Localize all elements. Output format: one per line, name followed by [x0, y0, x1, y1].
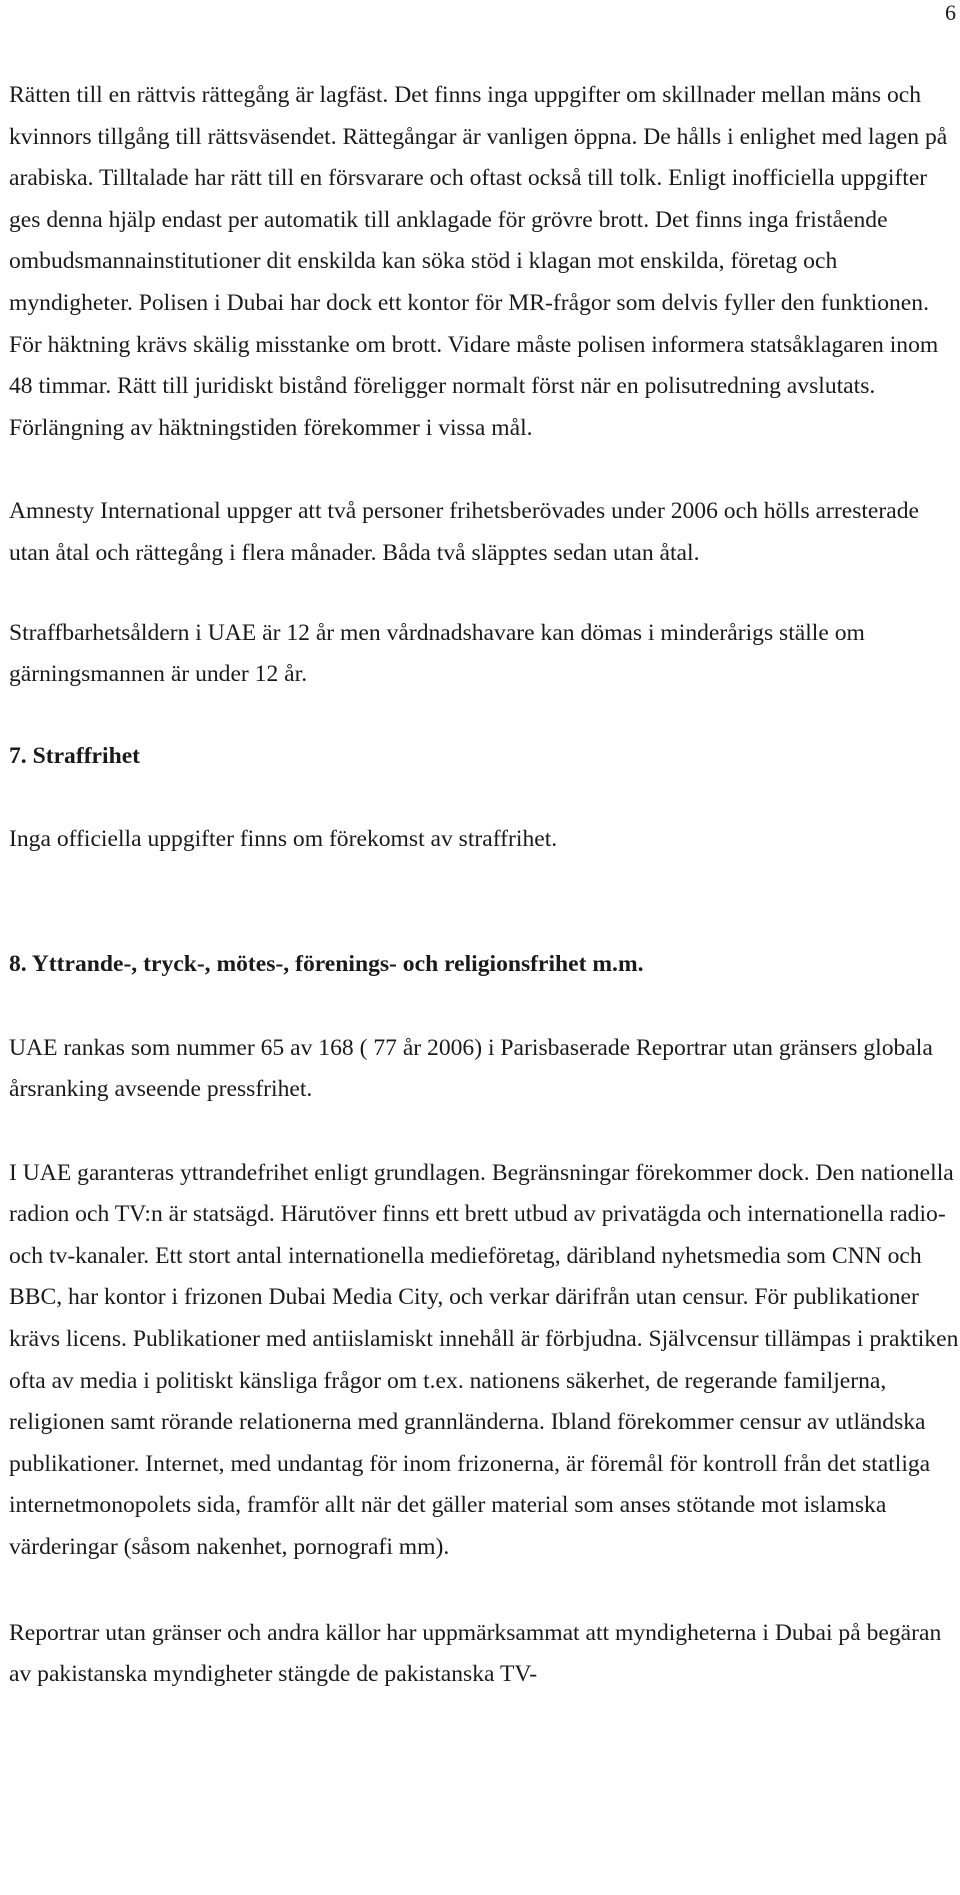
- paragraph-fair-trial: Rätten till en rättvis rättegång är lagfäst. Det finns inga uppgifter om skillnader mellan mäns och kvinnors tillgång till rättsväsendet. Rättegångar är vanligen öppna. De hålls i enlighet med lagen på arabiska. Tilltalade har rätt till en försvarare och oftast också till tolk. Enligt inofficiella uppgifter ges denna hjälp endast per automatik till anklagade för grövre brott. Det finns inga fristående ombudsmannainstitutioner dit enskilda kan söka stöd i klagan mot enskilda, företag och myndigheter. Polisen i Dubai har dock ett kontor för MR-frågor som delvis fyller den funktionen. För häktning krävs skälig misstanke om brott. Vidare måste polisen informera statsåklagaren inom 48 timmar. Rätt till juridiskt bistånd föreligger normalt först när en polisutredning avslutats. Förlängning av häktningstiden förekommer i vissa mål.: [9, 82, 948, 441]
- paragraph-amnesty: Amnesty International uppger att två personer frihetsberövades under 2006 och hölls arresterade utan åtal och rättegång i flera månader. Båda två släpptes sedan utan åtal.: [9, 498, 920, 566]
- paragraph-press-ranking: UAE rankas som nummer 65 av 168 ( 77 år 2006) i Parisbaserade Reportrar utan gränsers globala årsranking avseende pressfrihet.: [9, 1034, 933, 1103]
- paragraph-reporters-without-borders: Reportrar utan gränser och andra källor har uppmärksammat att myndigheterna i Dubai på begäran av pakistanska myndigheter stängde de pakistanska TV-: [9, 1619, 942, 1688]
- section-heading-freedoms: 8. Yttrande-, tryck-, mötes-, förenings- och religionsfrihet m.m.: [9, 950, 644, 977]
- page-number: 6: [945, 0, 956, 25]
- paragraph-criminal-age: Straffbarhetsåldern i UAE är 12 år men vårdnadshavare kan dömas i minderårigs ställe om gärningsmannen är under 12 år.: [9, 619, 865, 688]
- section-heading-impunity: 7. Straffrihet: [9, 742, 141, 769]
- paragraph-impunity: Inga officiella uppgifter finns om förekomst av straffrihet.: [9, 826, 558, 853]
- document-body: [9, 75, 959, 1696]
- paragraph-freedom-of-expression: I UAE garanteras yttrandefrihet enligt grundlagen. Begränsningar förekommer dock. Den nationella radion och TV:n är statsägd. Härutöver finns ett brett utbud av privatägda och internationella radio- och tv-kanaler. Ett stort antal internationella medieföretag, däribland nyhetsmedia som CNN och BBC, har kontor i frizonen Dubai Media City, och verkar därifrån utan censur. För publikationer krävs licens. Publikationer med antiislamiskt innehåll är förbjudna. Självcensur tillämpas i praktiken ofta av media i politiskt känsliga frågor om t.ex. nationens säkerhet, de regerande familjerna, religionen samt rörande relationerna med grannländerna. Ibland förekommer censur av utländska publikationer. Internet, med undantag för inom frizonerna, är föremål för kontroll från det statliga internetmonopolets sida, framför allt när det gäller material som anses stötande mot islamska värderingar (såsom nakenhet, pornografi mm).: [9, 1159, 959, 1561]
